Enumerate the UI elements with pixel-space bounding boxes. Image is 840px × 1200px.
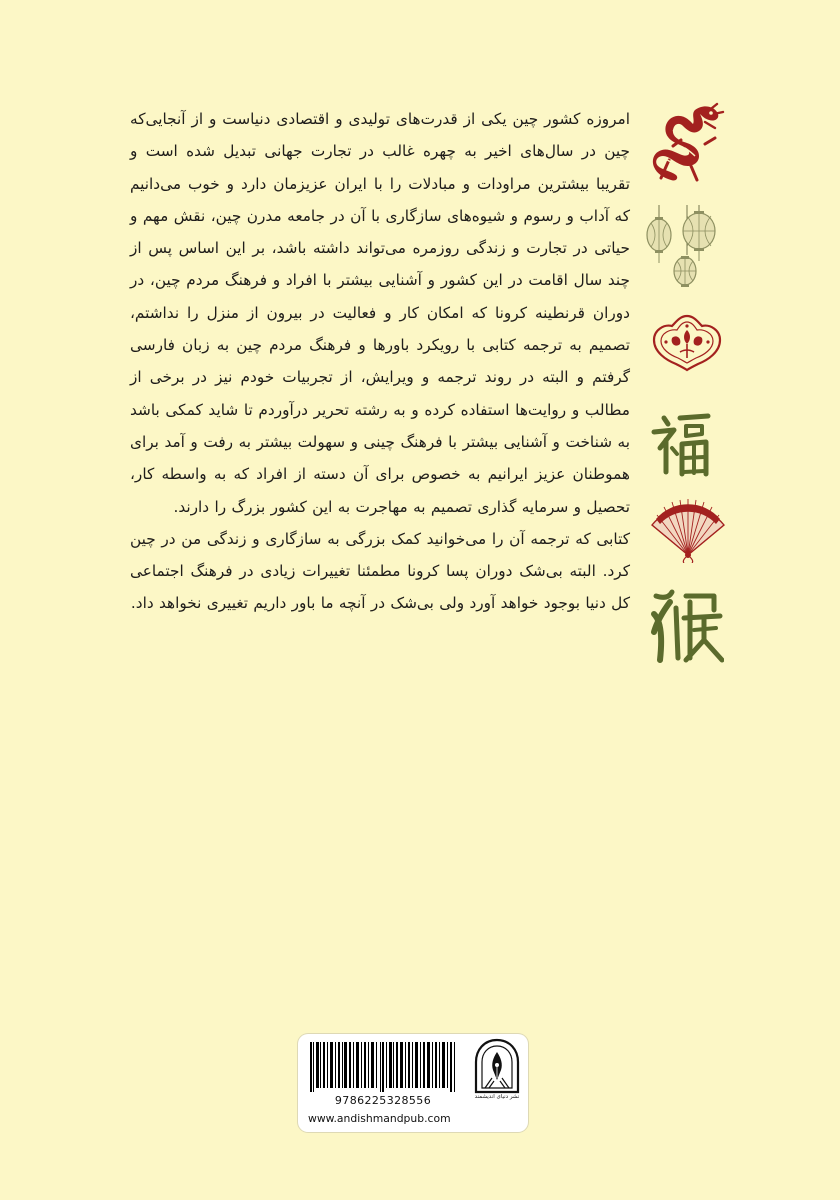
chinese-dragon-icon [645,100,727,186]
body-text [130,103,630,620]
paper-lanterns-icon [645,205,721,291]
paragraph-1: امروزه کشور چین یکی از قدرت‌های تولیدی و اقتصادی دنیاست و از آنجایی‌که چین در سال‌های اخیر به چهره غالب در تجارت جهانی تبدیل شده است و تقریبا بیشترین مراودات و مبادلات را با ایران عزیزمان دارد و خوب می‌دانیم که آداب و رسوم و شیوه‌های سازگاری با آن در جامعه مدرن چین، نقش مهم و حیاتی در تجارت و زندگی روزمره می‌تواند داشته باشد، بر این اساس پس از چند سال اقامت در این کشور و آشنایی بیشتر با افراد و فرهنگ مردم چین، در دوران قرنطینه کرونا که امکان کار و فعالیت در بیرون از منزل را نداشتم، تصمیم به ترجمه کتابی با رویکرد باورها و فرهنگ مردم چین به زبان فارسی گرفتم و البته در روند ترجمه و ویرایش، از تجربیات خودم نیز در برخی از مطالب و روایت‌ها استفاده کرده و به رشته تحریر درآوردم تا شاید کمکی باشد به شناخت و آشنایی بیشتر با فرهنگ چینی و سهولت بیشتر به رفت و آمد برای هموطنان عزیز ایرانیم به خصوص برای آن دسته از افراد که به واسطه کار، تحصیل و سرمایه گذاری تصمیم به مهاجرت به این کشور بزرگ را دارند. [130,110,630,516]
barcode-box [298,1034,528,1132]
monkey-character-icon [650,588,724,664]
chinese-ornament-icon [650,312,724,372]
publisher-logo [470,1038,524,1106]
isbn-number: 9786225328556 [334,1094,432,1107]
publisher-logo-caption: نشر دنیای اندیشمند [474,1094,520,1100]
fu-character-icon [650,410,712,478]
folding-fan-icon [648,493,728,563]
fountain-pen-logo-icon [470,1038,524,1094]
barcode [308,1042,458,1092]
publisher-website: www.andishmandpub.com [308,1112,451,1125]
paragraph-2: کتابی که ترجمه آن را می‌خوانید کمک بزرگی به سازگاری و زندگی من در چین کرد. البته بی‌شک دوران پسا کرونا مطمئنا تغییرات زیادی در فرهنگ اجتماعی کل دنیا بوجود خواهد آورد ولی بی‌شک در آنچه ما باور داریم تغییری نخواهد داد. [130,529,630,613]
